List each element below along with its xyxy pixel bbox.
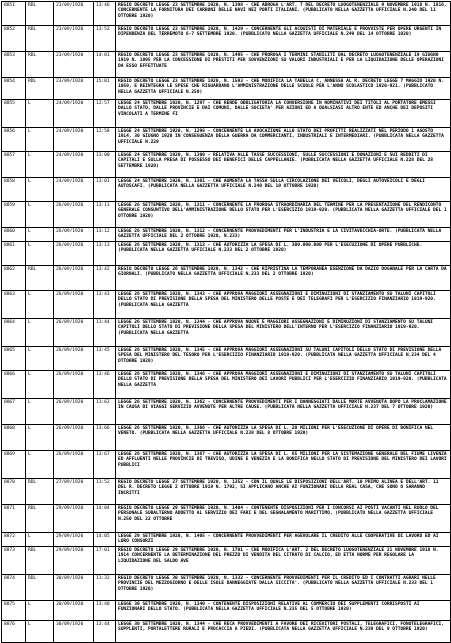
act-type: L xyxy=(26,600,54,620)
act-description: LEGGE 30 SETTEMBRE 1920, N. 1340 - CONTENENTE DISPOSIZIONI RELATIVE AL COMMERCIO DEI SUPPLEMENTI CORRISPOSTI AI FUNZIONARI DELLO STATO. (PUBBLICATA NELLA GAZZETTA UFFICIALE N.235 DEL 5 OTTOBRE 1920) xyxy=(116,600,451,620)
act-type: RDL xyxy=(26,265,54,290)
act-code: 13:44 xyxy=(94,620,116,642)
act-type: L xyxy=(26,241,54,265)
act-description: LEGGE 26 SETTEMBRE 1920, N. 1346 - CHE APPROVA MAGGIORI ASSEGNAZIONI E DIMINUZIONI DI STANZIAMENTO SU TALUNI CAPITOLI DELLO STATO DI PREVISIONE DELLA SPESA DEL MINISTERO DEI LAVORI PUBBLICI PER L'ESERCIZIO FINANZIARIO 1919-920. (PUBBLICATA NELLA GAZZETTA xyxy=(116,370,451,398)
table-row xyxy=(2,202,451,228)
act-date: 24/09/1920 xyxy=(54,100,94,128)
act-code: 14:04 xyxy=(94,504,116,532)
act-description: REGIO DECRETO LEGGE 29 SETTEMBRE 1920, N. 1701 - CHE MODIFICA L'ART. 2 DEL DECRETO LUOGOTENENZIALE 21 NOVEMBRE 1918 N. 1914 CONCERNENTE LA DETERMINAZIONE DEL PREZZO DI VENDITA DEL CITRATO DI CALCIO, ED ETTA NORME PER REGOLARE LA LIQUIDAZIONE DEL SALDO AVE xyxy=(116,546,451,574)
act-code: 12:58 xyxy=(94,128,116,152)
act-date: 26/09/1920 xyxy=(54,398,94,424)
act-code: 14:01 xyxy=(94,52,116,78)
entry-number: 8870 xyxy=(2,478,26,504)
entry-number: 8872 xyxy=(2,532,26,546)
act-date: 29/09/1920 xyxy=(54,504,94,532)
act-type: L xyxy=(26,450,54,478)
act-code: 13:66 xyxy=(94,424,116,450)
table-row xyxy=(2,100,451,128)
act-date: 23/09/1920 xyxy=(54,2,94,26)
act-type: RDL xyxy=(26,78,54,100)
table-row xyxy=(2,600,451,620)
act-description: REGIO DECRETO LEGGE 23 SETTEMBRE 1920, N. 1429 - CONCERNENTE GLI ACQUISTI DI MATERIALE E PROVVISTE PER OPERE URGENTI IN DIPENDENZA DEL TERREMOTO 6-7 SETTEMBRE 1920. (PUBBLICATO NELLA GAZZETTA UFFICIALE N.249 DEL 14 OTTOBRE 1920) xyxy=(116,26,451,52)
act-type: L xyxy=(26,398,54,424)
act-type: L xyxy=(26,152,54,178)
entry-number: 8867 xyxy=(2,398,26,424)
act-date: 23/09/1920 xyxy=(54,78,94,100)
table-row xyxy=(2,450,451,478)
act-code: 13:46 xyxy=(94,2,116,26)
act-type: L xyxy=(26,178,54,202)
act-type: L xyxy=(26,370,54,398)
entry-number: 8873 xyxy=(2,546,26,574)
entry-number: 8859 xyxy=(2,202,26,228)
table-row xyxy=(2,290,451,318)
act-code: 13:42 xyxy=(94,265,116,290)
act-date: 30/09/1920 xyxy=(54,574,94,600)
act-code: 13:11 xyxy=(94,202,116,228)
act-date: 24/09/1920 xyxy=(54,152,94,178)
table-row xyxy=(2,478,451,504)
table-row xyxy=(2,532,451,546)
act-date: 24/09/1920 xyxy=(54,128,94,152)
act-date: 26/09/1920 xyxy=(54,241,94,265)
table-row xyxy=(2,152,451,178)
legislation-table xyxy=(1,1,451,643)
act-description: REGIO DECRETO LEGGE 26 SETTEMBRE 1920, N. 1342 - CHE RIPRISTINA LA TEMPORANEA ESENZIONE DA DAZIO DOGANALE PER LA CARTA DA GIORNALI. (PUBBLICATO NELLA GAZZETTA UFFICIALE N.233 DEL 2 OTTOBRE 1920) xyxy=(116,265,451,290)
entry-number: 8857 xyxy=(2,152,26,178)
act-description: LEGGE 26 SETTEMBRE 1920, N. 1366 - CHE AUTORIZZA LA SPESA DI L. 20 MILIONI PER L'ESECUZIONE DI OPERE DI BONIFICA NEL VENETO. (PUBBLICATA NELLA GAZZETTA UFFICIALE N.238 DEL 8 OTTOBRE 1920) xyxy=(116,424,451,450)
act-code: 13:40 xyxy=(94,600,116,620)
act-description: REGIO DECRETO LEGGE 27 SETTEMBRE 1920, N. 1352 - CON IL QUALE LE DISPOSIZIONI DELL'ART. 10 PRIMO ALINEA E DELL'ART. 11 DEL R. DECRETO LEGGE 2 OTTOBRE 1919 N. 1792, SI APPLICANO ANCHE AI FUNZIONARI DELLA REAL CASA, CHE SONO O SARANNO INCRITTI xyxy=(116,478,451,504)
act-code: 12:57 xyxy=(94,100,116,128)
act-description: LEGGE 26 SETTEMBRE 1920, N. 1344 - CHE APPROVA NUOVE E MAGGIORI ASSEGNAZIONI E DIMINUZIONI DI STANZIAMENTO SU TALUNI CAPITOLI DELLO STATO DI PREVISIONE DELLA SPESA DEL MINISTERO DELL'INTERNO PER L'ESERCIZIO FINANZIARIO 1919-920. (PUBBLICATA NELLA GAZZETTA xyxy=(116,318,451,346)
entry-number: 8851 xyxy=(2,2,26,26)
entry-number: 8858 xyxy=(2,178,26,202)
entry-number: 8865 xyxy=(2,346,26,370)
entry-number: 8854 xyxy=(2,78,26,100)
act-description: REGIO DECRETO LEGGE 23 SETTEMBRE 1920, N. 1398 - CHE ABROGA L'ART. 7 DEL DECRETO LUOGOTENENZIALE 9 NOVEMBRE 1918 N. 1816, CONCERNENTE LA FORNITURA DEI CARBONI DELLE NAVI NEI PORTI ITALIANI. (PUBBLICATO NELLA GAZZETTA UFFICIALE N.240 DEL 11 OTTOBRE 1920) xyxy=(116,2,451,26)
table-row xyxy=(2,2,451,26)
table-row xyxy=(2,26,451,52)
entry-number: 8875 xyxy=(2,600,26,620)
entry-number: 8864 xyxy=(2,318,26,346)
act-type: RDL xyxy=(26,26,54,52)
table-row xyxy=(2,424,451,450)
table-row xyxy=(2,620,451,642)
act-description: LEGGE 24 SETTEMBRE 1920, N. 1301 - CHE AUMENTA LA TASSA SULLA CIRCOLAZIONE DEI VEICOLI, DEGLI AUTOVEICOLI E DEGLI AUTOSCAFI. (PUBBLICATA NELLA GAZZETTA UFFICIALE N.240 DEL 10 OTTOBRE 1920) xyxy=(116,178,451,202)
act-description: REGIO DECRETO LEGGE 23 SETTEMBRE 1920, N. 1593 - CHE MODIFICA LA TABELLA C, ANNESSA AL R. DECRETO LEGGE 7 MAGGIO 1920 N. 1050, E REINTEGRA LE SPESE CHE RIGUARDANO L'AMMINISTRAZIONE DELLE SCUOLE PER L'ANNO SCOLASTICO 1920-921. (PUBBLICATO NELLA GAZZETTA UFFICIALE N.259) xyxy=(116,78,451,100)
entry-number: 8868 xyxy=(2,424,26,450)
act-type: L xyxy=(26,532,54,546)
act-code: 14:05 xyxy=(94,532,116,546)
table-row xyxy=(2,546,451,574)
act-date: 26/09/1920 xyxy=(54,265,94,290)
table-row xyxy=(2,370,451,398)
act-description: REGIO DECRETO LEGGE 29 SETTEMBRE 1920, N. 1404 - CONTENENTE DISPOSIZIONI PER I CONCORSI AI POSTI VACANTI NEL RUOLO DEL PERSONALE SUBALTERNO ADDETTO AL SERVIZIO DEI FARI E DEL SEGNALAMENTO MARITTIMO. (PUBBLICATO NELLA GAZZETTA UFFICIALE N.250 DEL 22 OTTOBRE xyxy=(116,504,451,532)
act-description: REGIO DECRETO LEGGE 30 SETTEMBRE 1920, N. 1332 - CONCERNENTE PROVVEDIMENTI PER IL CREDITO ED I CONTRATTI AGRARI NELLE PROVINCIE DEL MEZZOGIORNO E DELLE ISOLE DANNEGGIATE DALLA SICCITA'. (PUBBLICATO NELLA GAZZETTA UFFICIALE N.233 DEL 1 OTTOBRE 1920) xyxy=(116,574,451,600)
act-description: LEGGE 26 SETTEMBRE 1920, N. 1311 - CONCERNENTE LA PROROGA STRAORDINARIA DEL TERMINE PER LA PRESENTAZIONE DEL RENDICONTO GENERALE CONSUNTIVO DELL'AMMINISTRAZIONE DELLO STATO PER L'ESERCIZIO 1919-920. (PUBBLICATA NELLA GAZZETTA UFFICIALE DEL 1 OTTOBRE 1920) xyxy=(116,202,451,228)
act-code: 13:46 xyxy=(94,370,116,398)
table-row xyxy=(2,128,451,152)
entry-number: 8860 xyxy=(2,228,26,242)
act-description: LEGGE 26 SETTEMBRE 1920, N. 1345 - CHE APPROVA MAGGIORI ASSEGNAZIONI SU TALUNI CAPITOLI DELLO STATO DI PREVISIONE DELLA SPESA DEL MINISTERO DEL TESORO PER L'ESERCIZIO FINANZIARIO 1919-920. (PUBBLICATA NELLA GAZZETTA UFFICIALE N.234 DEL 4 OTTOBRE 1920) xyxy=(116,346,451,370)
act-type: RDL xyxy=(26,478,54,504)
entry-number: 8861 xyxy=(2,241,26,265)
table-row xyxy=(2,265,451,290)
table-row xyxy=(2,318,451,346)
act-description: REGIO DECRETO LEGGE 23 SETTEMBRE 1920, N. 1495 - CHE PROROGA I TERMINI STABILITI DAL DECRETO LUOGOTENENZIALE 19 GIUGNO 1919 N. 1095 PER LA CONCESSIONE DI PRESTITI PER SOVVENZIONI SU VALORI INDUSTRIALI E PER LA LIQUIDAZIONE DELLE OPERAZIONI DA ESSO EFFETTUATE xyxy=(116,52,451,78)
act-description: LEGGE 26 SETTEMBRE 1920, N. 1367 - CHE AUTORIZZA LA SPESA DI L. 65 MILIONI PER LA SISTEMAZIONE GENERALE DEL FIUME LIVENZA ED AFFLUENTI NELLE PROVINCIE DI TREVISO, UDINE E VENEZIA E LA BONIFICA NELLO STATO DI PREVISIONE DEL MINISTERO DEI LAVORI PUBBLICI xyxy=(116,450,451,478)
entry-number: 8855 xyxy=(2,100,26,128)
entry-number: 8852 xyxy=(2,26,26,52)
table-row xyxy=(2,574,451,600)
act-description: LEGGE 24 SETTEMBRE 1920, N. 1300 - RELATIVA ALLE TASSE SUCCESSIONI, SULLE SUCCESSIONI E DONAZIONI E SUI REDDITI DI CAPITALI E SULLA PRESA DI POSSESSO DEI BENEFICI DELLE CAPPELLANIE. (PUBBLICATA NELLA GAZZETTA UFFICIALE N.228 DEL 28 SETTEMBRE 1920) xyxy=(116,152,451,178)
act-type: L xyxy=(26,100,54,128)
act-type: RDL xyxy=(26,504,54,532)
table-row xyxy=(2,504,451,532)
act-description: LEGGE 24 SETTEMBRE 1920, N. 1298 - CONCERNENTE LA AVOCAZIONE ALLO STATO DEI PROFITTI REALIZZATI NEL PERIODO 1 AGOSTO 1914, 30 GIUGNO 1920 IN CONSEGUENZA DELLA GUERRA DA COMMERCIANTI, INDUSTRIALI E INTERMEDIARI. (PUBBLICATA NELLA GAZZETTA UFFICIALE N.229 xyxy=(116,128,451,152)
act-code: 13:62 xyxy=(94,398,116,424)
act-date: 26/09/1920 xyxy=(54,346,94,370)
act-type: RDL xyxy=(26,574,54,600)
table-row xyxy=(2,398,451,424)
act-description: LEGGE 29 SETTEMBRE 1920, N. 1405 - CONCERNENTE PROVVEDIMENTI PER AGEVOLARE IL CREDITO ALLE COOPERATIVE DI LAVORO ED AI LORO CONSORZI xyxy=(116,532,451,546)
act-date: 26/09/1920 xyxy=(54,424,94,450)
act-date: 26/09/1920 xyxy=(54,370,94,398)
act-type: L xyxy=(26,424,54,450)
entry-number: 8863 xyxy=(2,290,26,318)
act-date: 29/09/1920 xyxy=(54,546,94,574)
act-type: L xyxy=(26,318,54,346)
entry-number: 8853 xyxy=(2,52,26,78)
act-type: RDL xyxy=(26,52,54,78)
table-row xyxy=(2,346,451,370)
entry-number: 8866 xyxy=(2,370,26,398)
act-code: 13:43 xyxy=(94,290,116,318)
table-row xyxy=(2,52,451,78)
entry-number: 8862 xyxy=(2,265,26,290)
table-row xyxy=(2,78,451,100)
act-type: RDL xyxy=(26,546,54,574)
act-date: 30/09/1920 xyxy=(54,600,94,620)
act-description: LEGGE 24 SETTEMBRE 1920, N. 1297 - CHE RENDE OBBLIGATORIA LA CONVERSIONE IN NOMINATIVI DEI TITOLI AL PORTATORE EMESSI DALLO STATO, DALLE PROVINCIE E DAI COMUNI, DALLE SOCIETA' PER AZIONI ED A QUALSIASI ALTRO ENTE ED ANCHE DEI DEPOSITI VINCOLATI A TERMINE FI xyxy=(116,100,451,128)
act-code: 13:01 xyxy=(94,178,116,202)
act-date: 26/09/1920 xyxy=(54,318,94,346)
act-code: 13:45 xyxy=(94,346,116,370)
act-type: RDL xyxy=(26,2,54,26)
act-date: 24/09/1920 xyxy=(54,178,94,202)
act-code: 13:52 xyxy=(94,26,116,52)
act-code: 13:52 xyxy=(94,478,116,504)
act-type: L xyxy=(26,346,54,370)
act-date: 26/09/1920 xyxy=(54,228,94,242)
entry-number: 8871 xyxy=(2,504,26,532)
act-code: 17:01 xyxy=(94,546,116,574)
table-row xyxy=(2,178,451,202)
act-date: 26/09/1920 xyxy=(54,202,94,228)
entry-number: 8874 xyxy=(2,574,26,600)
act-code: 13:67 xyxy=(94,450,116,478)
entry-number: 8876 xyxy=(2,620,26,642)
act-type: L xyxy=(26,202,54,228)
act-description: LEGGE 26 SETTEMBRE 1920, N. 1362 - CONCERNENTE PROVVEDIMENTI PER I DANNEGGIATI DALLE MORTE AVVENUTA DOPO LA PROCLAMAZIONE IN CAUSA DI VIAGGI SERVIZIO AVVENUTE PER ALTRE CAUSE. (PUBBLICATA NELLA GAZZETTA UFFICIALE N.237 DEL 7 OTTOBRE 1920) xyxy=(116,398,451,424)
legislation-rows xyxy=(2,2,451,643)
act-date: 26/09/1920 xyxy=(54,290,94,318)
act-date: 23/09/1920 xyxy=(54,26,94,52)
table-row xyxy=(2,228,451,242)
act-type: L xyxy=(26,290,54,318)
act-date: 23/09/1920 xyxy=(54,52,94,78)
table-row xyxy=(2,241,451,265)
entry-number: 8869 xyxy=(2,450,26,478)
act-code: 13:32 xyxy=(94,574,116,600)
act-code: 13:13 xyxy=(94,241,116,265)
act-code: 13:00 xyxy=(94,152,116,178)
act-type: L xyxy=(26,620,54,642)
act-type: L xyxy=(26,128,54,152)
entry-number: 8856 xyxy=(2,128,26,152)
act-code: 13:12 xyxy=(94,228,116,242)
act-date: 30/09/1920 xyxy=(54,620,94,642)
document-page xyxy=(1,1,450,643)
act-code: 15:01 xyxy=(94,78,116,100)
act-description: LEGGE 26 SETTEMBRE 1920, N. 1343 - CHE APPROVA MAGGIORI ASSEGNAZIONI E DIMINUZIONI DI STANZIAMENTO SU TALUNI CAPITOLI DELLO STATO DI PREVISIONE DELLA SPESA DEL MINISTERO DELLE POSTE E DEI TELEGRAFI PER L'ESERCIZIO FINANZIARIO 1919-920. (PUBBLICATA NELLA GAZZETTA xyxy=(116,290,451,318)
act-description: LEGGE 26 SETTEMBRE 1920, N. 1313 - CHE AUTORIZZA LA SPESA DI L. 300.000.000 PER L'ESECUZIONE DI OPERE PUBBLICHE. (PUBBLICATA NELLA GAZZETTA UFFICIALE N.233 DEL 2 OTTOBRE 1920) xyxy=(116,241,451,265)
act-code: 13:44 xyxy=(94,318,116,346)
act-date: 26/09/1920 xyxy=(54,450,94,478)
act-type: L xyxy=(26,228,54,242)
act-description: LEGGE 30 SETTEMBRE 1920, N. 1344 - CHE RECA PROVVEDIMENTI A FAVORE DEI RICEVITORI POSTALI, TELEGRAFICI, FONOTELEGRAFICI, SUPPLENTI, PORTALETTERE RURALI E PROCACCIA A PIEDI. (PUBBLICATA NELLA GAZZETTA UFFICIALE N.239 DEL 9 OTTOBRE 1920) xyxy=(116,620,451,642)
act-description: LEGGE 26 SETTEMBRE 1920, N. 1312 - CONCERNENTE PROVVEDIMENTI PER L'INDUSTRIA E LA CIVITAVECCHIA-ORTE. (PUBBLICATA NELLA GAZZETTA UFFICIALE DEL 2 OTTOBRE 1920, N.233) xyxy=(116,228,451,242)
act-date: 29/09/1920 xyxy=(54,532,94,546)
act-date: 27/09/1920 xyxy=(54,478,94,504)
